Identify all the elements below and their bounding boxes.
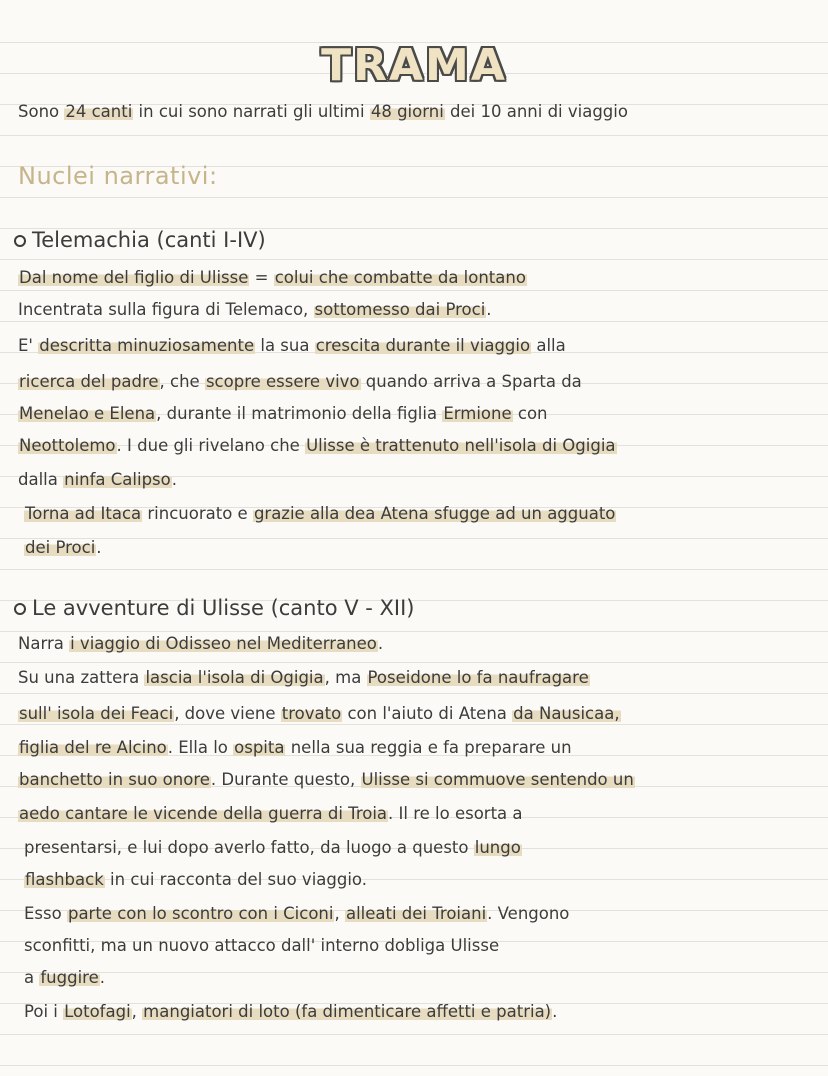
highlight: sottomesso dai Proci xyxy=(314,300,486,319)
text: rincuorato e xyxy=(142,504,253,523)
text: Su una zattera xyxy=(18,668,145,687)
highlight: Dal nome del figlio di Ulisse xyxy=(19,268,249,287)
text-line xyxy=(24,502,814,526)
text: in cui sono narrati gli ultimi xyxy=(133,102,370,121)
nuclei-heading: Nuclei narrativi: xyxy=(18,162,218,190)
highlight: 48 giorni xyxy=(370,102,444,121)
highlight: ninfa Calipso xyxy=(64,470,171,489)
text-line xyxy=(24,868,814,892)
text: sconfitti, ma un nuovo attacco dall' interno dobliga Ulisse xyxy=(24,936,500,955)
highlight: grazie alla dea Atena sfugge ad un agguato xyxy=(253,504,616,523)
text: Narra xyxy=(18,634,70,653)
highlight: Menelao e Elena xyxy=(19,404,156,423)
text-line xyxy=(18,434,814,458)
text: , dove viene xyxy=(174,704,281,723)
highlight: 24 canti xyxy=(65,102,133,121)
highlight: Ulisse si commuove sentendo un xyxy=(361,770,634,789)
highlight: mangiatori di loto (fa dimenticare affetti e patria) xyxy=(143,1002,552,1021)
highlight: descritta minuziosamente xyxy=(39,336,255,355)
text-line xyxy=(18,768,814,792)
page-title: TRAMA xyxy=(321,40,507,91)
highlight: trovato xyxy=(281,704,342,723)
text: Incentrata sulla figura di Telemaco, xyxy=(18,300,314,319)
text: . xyxy=(96,538,102,557)
text-line xyxy=(18,298,814,322)
text: Esso xyxy=(24,904,67,923)
text: = xyxy=(249,268,274,287)
text-line xyxy=(18,334,814,358)
text: . xyxy=(99,968,105,987)
highlight: figlia del re Alcino xyxy=(19,738,167,757)
text-line xyxy=(24,536,814,560)
text: , ma xyxy=(324,668,367,687)
text: . Il re lo esorta a xyxy=(388,804,523,823)
text: in cui racconta del suo viaggio. xyxy=(104,870,367,889)
text-line xyxy=(24,966,814,990)
section-title: Le avventure di Ulisse xyxy=(32,596,264,620)
text-line xyxy=(24,934,814,958)
text-line xyxy=(18,370,814,394)
highlight: sull' isola dei Feaci xyxy=(19,704,174,723)
text-line xyxy=(18,802,814,826)
text: presentarsi, e lui dopo averlo fatto, da luogo a questo xyxy=(24,838,474,857)
text-line xyxy=(24,836,814,860)
text: quando arriva a Sparta da xyxy=(360,372,582,391)
text: Sono xyxy=(18,102,65,121)
highlight: lungo xyxy=(474,838,521,857)
highlight: alleati dei Troiani xyxy=(345,904,487,923)
bullet-icon xyxy=(14,235,26,247)
text-line xyxy=(18,736,814,760)
highlight: da Nausicaa, xyxy=(513,704,620,723)
highlight: dei Proci xyxy=(25,538,96,557)
text: , durante il matrimonio della figlia xyxy=(156,404,443,423)
highlight: banchetto in suo onore xyxy=(19,770,210,789)
text: . xyxy=(377,634,384,653)
text: . xyxy=(552,1002,558,1021)
text-line xyxy=(18,702,814,726)
highlight: Ulisse è trattenuto nell'isola di Ogigia xyxy=(306,436,616,455)
text-line xyxy=(18,468,814,492)
highlight: Ermione xyxy=(443,404,512,423)
highlight: crescita durante il viaggio xyxy=(315,336,531,355)
text: . Ella lo xyxy=(167,738,234,757)
highlight: flashback xyxy=(25,870,104,889)
section-title: Telemachia xyxy=(32,228,150,252)
text: la sua xyxy=(255,336,315,355)
highlight: aedo cantare le vicende della guerra di Troia xyxy=(19,804,388,823)
text: , che xyxy=(159,372,205,391)
highlight: i viaggio di Odisseo nel Mediterraneo xyxy=(70,634,377,653)
highlight: ricerca del padre xyxy=(19,372,159,391)
highlight: ospita xyxy=(234,738,285,757)
section-telemachia-title xyxy=(14,228,266,252)
text: con xyxy=(512,404,548,423)
highlight: scopre essere vivo xyxy=(205,372,360,391)
section-avventure-title xyxy=(14,596,415,620)
highlight: Neottolemo xyxy=(19,436,116,455)
text-line xyxy=(18,266,814,290)
text: nella sua reggia e fa preparare un xyxy=(285,738,572,757)
text: alla xyxy=(531,336,566,355)
text: . xyxy=(171,470,177,489)
text-line xyxy=(18,666,814,690)
intro-line xyxy=(18,100,814,124)
text-line xyxy=(18,402,814,426)
text: E' xyxy=(18,336,39,355)
text: , xyxy=(131,1002,143,1021)
highlight: fuggire xyxy=(40,968,99,987)
bullet-icon xyxy=(14,603,26,615)
text-line xyxy=(24,902,814,926)
text: dei 10 anni di viaggio xyxy=(444,102,628,121)
text: . Vengono xyxy=(487,904,570,923)
highlight: lascia l'isola di Ogigia xyxy=(145,668,324,687)
highlight: Lotofagi xyxy=(64,1002,131,1021)
highlight: colui che combatte da lontano xyxy=(274,268,526,287)
text: , xyxy=(334,904,345,923)
text: . I due gli rivelano che xyxy=(116,436,306,455)
highlight: parte con lo scontro con i Ciconi xyxy=(67,904,334,923)
text: dalla xyxy=(18,470,64,489)
section-subtitle: (canti I-IV) xyxy=(156,228,266,252)
highlight: Torna ad Itaca xyxy=(25,504,142,523)
text: Poi i xyxy=(24,1002,64,1021)
text: . Durante questo, xyxy=(210,770,361,789)
section-subtitle: (canto V - XII) xyxy=(270,596,415,620)
text: . xyxy=(486,300,492,319)
text: a xyxy=(24,968,40,987)
text-line xyxy=(24,1000,814,1024)
highlight: Poseidone lo fa naufragare xyxy=(367,668,589,687)
text-line xyxy=(18,632,814,656)
text: con l'aiuto di Atena xyxy=(342,704,513,723)
